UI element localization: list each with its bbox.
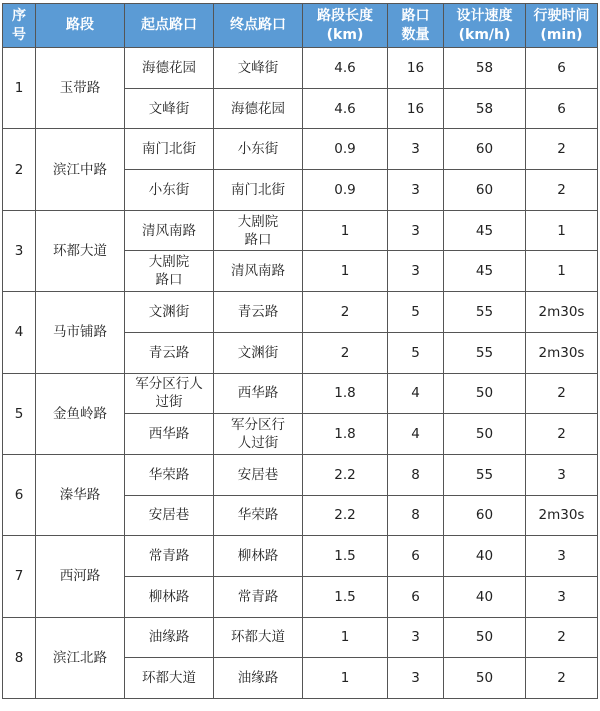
table-row <box>3 292 598 333</box>
cell-start-line: 油缘路 <box>148 629 190 646</box>
cell-length: 2 <box>303 292 388 333</box>
cell-count: 4 <box>388 414 444 455</box>
cell-length: 0.9 <box>303 129 388 170</box>
cell-road: 西河路 <box>36 536 125 617</box>
cell-count: 6 <box>388 576 444 617</box>
cell-end <box>214 414 303 455</box>
cell-start-line: 安居巷 <box>148 507 190 524</box>
cell-speed: 55 <box>444 332 526 373</box>
cell-count: 3 <box>388 129 444 170</box>
cell-start-line: 过街 <box>155 394 183 411</box>
cell-end-line: 小东街 <box>237 141 279 158</box>
cell-time: 2m30s <box>526 332 598 373</box>
table-row <box>3 536 598 577</box>
cell-length: 0.9 <box>303 170 388 211</box>
table-row <box>3 454 598 495</box>
cell-start-line: 小东街 <box>148 181 190 198</box>
cell-time: 2 <box>526 414 598 455</box>
cell-speed: 55 <box>444 454 526 495</box>
cell-road: 金鱼岭路 <box>36 373 125 454</box>
cell-start-line: 环都大道 <box>142 670 196 687</box>
header-length <box>303 4 388 48</box>
header-end <box>214 4 303 48</box>
header-text-line: 行驶时间 <box>533 7 590 24</box>
cell-start <box>125 576 214 617</box>
cell-time: 2 <box>526 170 598 211</box>
cell-start <box>125 658 214 699</box>
cell-end-line: 文渊街 <box>237 344 279 361</box>
cell-start <box>125 48 214 89</box>
cell-start <box>125 495 214 536</box>
header-text-line: 设计速度 <box>456 7 513 24</box>
cell-length: 4.6 <box>303 88 388 129</box>
road-segment-table <box>2 3 598 699</box>
table-row <box>3 129 598 170</box>
cell-end-line: 文峰街 <box>237 59 279 76</box>
cell-road: 马市铺路 <box>36 292 125 373</box>
cell-end-line: 军分区行 <box>231 417 285 434</box>
cell-road: 滨江中路 <box>36 129 125 210</box>
cell-time: 2 <box>526 129 598 170</box>
cell-start <box>125 292 214 333</box>
cell-end <box>214 332 303 373</box>
header-text-line: 路段 <box>66 17 94 33</box>
cell-length: 1 <box>303 617 388 658</box>
cell-length: 4.6 <box>303 48 388 89</box>
cell-length: 1.5 <box>303 536 388 577</box>
table-row <box>3 210 598 251</box>
header-text-line: 号 <box>12 26 26 43</box>
cell-end <box>214 210 303 251</box>
cell-length: 2.2 <box>303 454 388 495</box>
cell-end-line: 环都大道 <box>231 629 285 646</box>
cell-count: 6 <box>388 536 444 577</box>
header-start <box>125 4 214 48</box>
cell-length: 2.2 <box>303 495 388 536</box>
cell-start-line: 文渊街 <box>148 303 190 320</box>
cell-speed: 58 <box>444 48 526 89</box>
header-text-line: 路段长度 <box>317 7 373 24</box>
cell-index: 3 <box>3 210 36 291</box>
cell-speed: 50 <box>444 414 526 455</box>
header-index <box>3 4 36 48</box>
cell-count: 5 <box>388 332 444 373</box>
cell-count: 16 <box>388 88 444 129</box>
cell-start-line: 路口 <box>155 272 183 289</box>
cell-time: 1 <box>526 251 598 292</box>
header-text-line: 路口 <box>401 7 430 24</box>
cell-count: 3 <box>388 617 444 658</box>
cell-time: 3 <box>526 576 598 617</box>
cell-end-line: 油缘路 <box>237 670 279 687</box>
cell-time: 2 <box>526 658 598 699</box>
cell-index: 1 <box>3 48 36 129</box>
header-road <box>36 4 125 48</box>
cell-length: 2 <box>303 332 388 373</box>
cell-start-line: 西华路 <box>148 426 190 443</box>
table-row <box>3 48 598 89</box>
cell-speed: 60 <box>444 495 526 536</box>
cell-length: 1.5 <box>303 576 388 617</box>
cell-count: 4 <box>388 373 444 414</box>
cell-start <box>125 251 214 292</box>
cell-end-line: 常青路 <box>237 588 279 605</box>
cell-index: 8 <box>3 617 36 698</box>
cell-speed: 45 <box>444 210 526 251</box>
header-count <box>388 4 444 48</box>
cell-start <box>125 414 214 455</box>
table-row <box>3 373 598 414</box>
header-speed <box>444 4 526 48</box>
cell-speed: 50 <box>444 373 526 414</box>
header-time <box>526 4 598 48</box>
header-text-line: 起点路口 <box>141 17 197 33</box>
cell-index: 7 <box>3 536 36 617</box>
cell-start-line: 常青路 <box>148 548 190 565</box>
header-text-line: 数量 <box>401 26 430 43</box>
cell-time: 2 <box>526 617 598 658</box>
cell-time: 3 <box>526 454 598 495</box>
cell-end-line: 柳林路 <box>237 548 279 565</box>
cell-speed: 55 <box>444 292 526 333</box>
cell-start-line: 文峰街 <box>148 100 190 117</box>
cell-start-line: 海德花园 <box>142 59 196 76</box>
cell-end <box>214 129 303 170</box>
cell-length: 1.8 <box>303 414 388 455</box>
cell-start-line: 南门北街 <box>142 141 196 158</box>
cell-speed: 50 <box>444 617 526 658</box>
cell-length: 1 <box>303 210 388 251</box>
cell-start-line: 清风南路 <box>142 222 196 239</box>
cell-count: 3 <box>388 170 444 211</box>
cell-road: 溱华路 <box>36 454 125 535</box>
cell-end <box>214 373 303 414</box>
cell-end <box>214 576 303 617</box>
cell-end-line: 青云路 <box>237 303 279 320</box>
cell-count: 3 <box>388 251 444 292</box>
cell-index: 5 <box>3 373 36 454</box>
cell-count: 8 <box>388 454 444 495</box>
cell-end <box>214 495 303 536</box>
header-text-line: 终点路口 <box>230 17 286 33</box>
cell-time: 1 <box>526 210 598 251</box>
cell-end <box>214 251 303 292</box>
cell-time: 6 <box>526 48 598 89</box>
cell-count: 8 <box>388 495 444 536</box>
cell-start <box>125 454 214 495</box>
cell-end <box>214 454 303 495</box>
cell-speed: 50 <box>444 658 526 699</box>
cell-road: 环都大道 <box>36 210 125 291</box>
cell-index: 2 <box>3 129 36 210</box>
cell-time: 2m30s <box>526 292 598 333</box>
cell-start <box>125 210 214 251</box>
cell-start-line: 青云路 <box>148 344 190 361</box>
header-text-line: 序 <box>12 7 26 24</box>
cell-start-line: 华荣路 <box>148 466 190 483</box>
cell-end-line: 南门北街 <box>231 181 285 198</box>
cell-end-line: 清风南路 <box>231 263 285 280</box>
cell-start <box>125 332 214 373</box>
cell-speed: 58 <box>444 88 526 129</box>
cell-time: 3 <box>526 536 598 577</box>
cell-speed: 40 <box>444 536 526 577</box>
cell-end <box>214 658 303 699</box>
table-header-row <box>3 4 598 48</box>
cell-start <box>125 536 214 577</box>
cell-count: 16 <box>388 48 444 89</box>
cell-count: 3 <box>388 658 444 699</box>
cell-count: 3 <box>388 210 444 251</box>
cell-end-line: 人过街 <box>237 435 279 452</box>
cell-start-line: 大剧院 <box>148 254 190 271</box>
cell-time: 2 <box>526 373 598 414</box>
cell-end-line: 大剧院 <box>237 213 279 230</box>
cell-end-line: 安居巷 <box>237 466 279 483</box>
cell-end <box>214 617 303 658</box>
cell-end-line: 西华路 <box>237 385 279 402</box>
header-text-line: (min) <box>540 26 583 43</box>
table-row <box>3 617 598 658</box>
cell-speed: 60 <box>444 129 526 170</box>
cell-road: 滨江北路 <box>36 617 125 698</box>
cell-speed: 60 <box>444 170 526 211</box>
cell-index: 4 <box>3 292 36 373</box>
cell-start-line: 军分区行人 <box>135 376 203 393</box>
cell-count: 5 <box>388 292 444 333</box>
cell-speed: 40 <box>444 576 526 617</box>
cell-start <box>125 170 214 211</box>
cell-end-line: 路口 <box>244 231 272 248</box>
cell-start <box>125 617 214 658</box>
cell-end <box>214 48 303 89</box>
cell-time: 6 <box>526 88 598 129</box>
cell-end <box>214 170 303 211</box>
cell-end <box>214 292 303 333</box>
cell-road: 玉带路 <box>36 48 125 129</box>
cell-time: 2m30s <box>526 495 598 536</box>
cell-length: 1.8 <box>303 373 388 414</box>
cell-end <box>214 536 303 577</box>
cell-end-line: 华荣路 <box>237 507 279 524</box>
table-body <box>3 48 598 699</box>
cell-start <box>125 373 214 414</box>
cell-length: 1 <box>303 658 388 699</box>
header-text-line: (km/h) <box>458 26 511 43</box>
cell-index: 6 <box>3 454 36 535</box>
cell-end <box>214 88 303 129</box>
cell-start-line: 柳林路 <box>148 588 190 605</box>
header-text-line: (km) <box>326 26 364 43</box>
cell-length: 1 <box>303 251 388 292</box>
cell-start <box>125 129 214 170</box>
cell-end-line: 海德花园 <box>231 100 285 117</box>
cell-start <box>125 88 214 129</box>
cell-speed: 45 <box>444 251 526 292</box>
